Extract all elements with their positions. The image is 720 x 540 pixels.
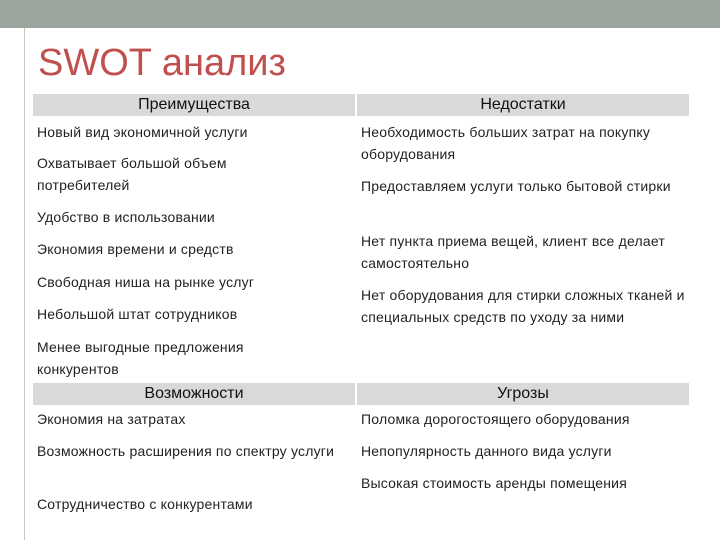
weakness-item: Нет оборудования для стирки сложных тканей и специальных средств по уходу за ними (361, 287, 685, 325)
strength-item: Менее выгодные предложения конкурентов (37, 339, 244, 377)
weakness-item: Необходимость больших затрат на покупку оборудования (361, 124, 651, 162)
swot-table (33, 94, 689, 514)
weakness-item: Предоставляем услуги только бытовой стирки (361, 178, 671, 194)
left-rule (24, 28, 25, 540)
opportunity-item: Экономия на затратах (37, 411, 186, 427)
threats-header: Угрозы (357, 383, 689, 405)
opportunity-item: Возможность расширения по спектру услуги (37, 443, 335, 459)
strength-item: Новый вид экономичной услуги (37, 124, 248, 140)
strength-item: Свободная ниша на рынке услуг (37, 274, 255, 290)
opportunities-header: Возможности (33, 383, 355, 405)
strengths-header: Преимущества (33, 94, 355, 116)
weakness-item: Нет пункта приема вещей, клиент все делает самостоятельно (361, 233, 665, 271)
weaknesses-header: Недостатки (357, 94, 689, 116)
threat-item: Поломка дорогостоящего оборудования (361, 411, 630, 427)
slide-title: SWOT анализ (38, 42, 286, 84)
strength-item: Экономия времени и средств (37, 241, 234, 257)
strength-item: Небольшой штат сотрудников (37, 306, 238, 322)
threat-item: Высокая стоимость аренды помещения (361, 475, 627, 491)
top-banner (0, 0, 720, 28)
strength-item: Удобство в использовании (37, 209, 215, 225)
opportunity-item: Сотрудничество с конкурентами (37, 496, 253, 512)
threat-item: Непопулярность данного вида услуги (361, 443, 612, 459)
strength-item: Охватывает большой объем потребителей (37, 155, 227, 193)
